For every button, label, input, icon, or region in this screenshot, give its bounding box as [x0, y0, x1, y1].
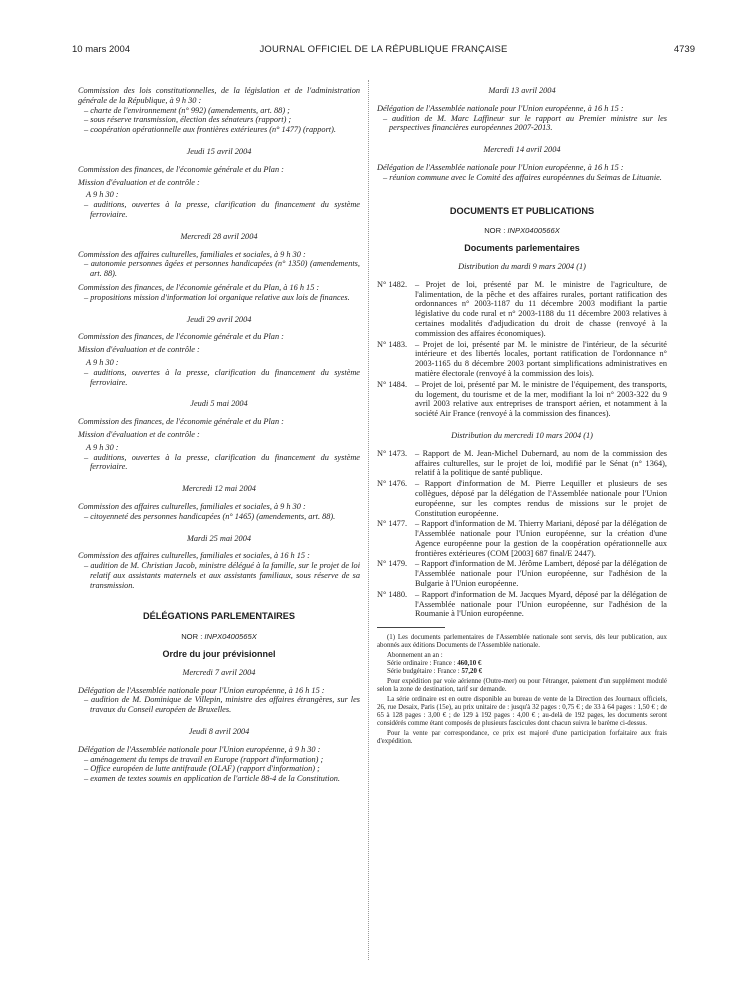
page-number: 4739 [673, 44, 695, 55]
document-entry [377, 479, 667, 518]
section-title-documents: DOCUMENTS ET PUBLICATIONS [449, 205, 595, 216]
agenda-commission: Commission des affaires culturelles, familiales et sociales, à 9 h 30 : [78, 501, 306, 511]
price-label: Série budgétaire : France : [387, 668, 462, 676]
agenda-date: Jeudi 29 avril 2004 [186, 314, 252, 324]
agenda-date: Mardi 25 mai 2004 [187, 533, 251, 543]
document-entry [377, 340, 667, 379]
document-text: – Projet de loi, présenté par M. le ministre de l'équipement, des transports, du logement, du tourisme et de la mer, modifiant la loi n° 2003-322 du 9 avril 2003 relative aux entreprises de transport aérien, et notamment à la société Air France (renvoyé à la commission des finances). [415, 379, 667, 419]
agenda-item: – propositions mission d'information loi organique relative aux lois de finances. [84, 292, 350, 302]
agenda-date: Mercredi 14 avril 2004 [483, 145, 561, 155]
document-text: – Rapport d'information de M. Thierry Mariani, déposé par la délégation de l'Assemblée nationale pour l'Union européenne, sur la création d'une Agence européenne pour la gestion de la coopération opérationnelle aux frontières extérieures (COM [2003] 687 final/E 2447). [415, 519, 667, 558]
agenda-item: – audition de M. Christian Jacob, ministre délégué à la famille, sur le projet de loi relatif aux assistants maternels et aux assistants familiaux, sous réserve de sa transmission. [84, 561, 360, 590]
document-text: – Rapport d'information de M. Pierre Lequiller et plusieurs de ses collègues, déposé par la délégation de l'Assemblée nationale pour l'Union européenne, sur les comptes rendus de missions sur le projet de Constitution européenne. [415, 479, 667, 518]
agenda-commission: Commission des affaires culturelles, familiales et sociales, à 16 h 15 : [78, 551, 310, 561]
agenda-item: – auditions, ouvertes à la presse, clarification du financement du système ferroviaire. [84, 452, 360, 472]
agenda-item: – Office européen de lutte antifraude (OLAF) (rapport d'information) ; [84, 764, 320, 774]
agenda-commission: Délégation de l'Assemblée nationale pour l'Union européenne, à 9 h 30 : [78, 744, 321, 754]
agenda-time: A 9 h 30 : [86, 190, 119, 200]
agenda-date: Mercredi 28 avril 2004 [180, 231, 258, 241]
footnote-text: Pour la vente par correspondance, ce prix est majoré d'une participation forfaitaire aux frais d'expédition. [377, 730, 667, 746]
subsection-title: Documents parlementaires [464, 243, 580, 254]
agenda-time: A 9 h 30 : [86, 442, 119, 452]
agenda-item: – sous réserve transmission, élection des sénateurs (rapport) ; [84, 115, 292, 125]
agenda-date: Mardi 13 avril 2004 [488, 86, 556, 95]
document-text: – Rapport d'information de M. Jacques Myard, déposé par la délégation de l'Assemblée nationale pour l'Union européenne, sur l'adhésion de la Roumanie à l'Union européenne. [415, 589, 667, 619]
agenda-item: – coopération opérationnelle aux frontières extérieures (n° 1477) (rapport). [84, 125, 336, 135]
document-entry [377, 280, 667, 339]
document-number: N° 1473. [377, 448, 408, 458]
document-entry [377, 519, 667, 558]
journal-title: JOURNAL OFFICIEL DE LA RÉPUBLIQUE FRANÇAISE [259, 44, 508, 55]
subsection-title: Ordre du jour prévisionnel [162, 649, 276, 660]
agenda-commission: Commission des finances, de l'économie générale et du Plan, à 16 h 15 : [78, 282, 320, 292]
document-number: N° 1480. [377, 589, 408, 599]
agenda-date: Mercredi 12 mai 2004 [182, 484, 256, 494]
distribution-date: Distribution du mardi 9 mars 2004 (1) [458, 261, 586, 271]
nor-reference [377, 226, 667, 236]
page-header [72, 44, 695, 58]
agenda-time: A 9 h 30 : [86, 357, 119, 367]
document-number: N° 1482. [377, 279, 408, 289]
agenda-date: Jeudi 5 mai 2004 [190, 399, 248, 409]
agenda-commission: Délégation de l'Assemblée nationale pour l'Union européenne, à 16 h 15 : [377, 162, 624, 172]
price-value: 460,10 € [457, 660, 482, 668]
document-number: N° 1477. [377, 519, 408, 529]
price-label: Série ordinaire : France : [387, 660, 458, 668]
agenda-item: – autonomie personnes âgées et personnes handicapées (n° 1350) (amendements, art. 88). [84, 259, 360, 279]
footnote-text: Pour expédition par voie aérienne (Outre-mer) ou pour l'étranger, paiement d'un supplément modulé selon la zone de destination, tarif sur demande. [377, 678, 667, 694]
price-value: 57,20 € [461, 668, 483, 676]
agenda-commission: Commission des finances, de l'économie générale et du Plan : [78, 417, 284, 427]
agenda-item: – réunion commune avec le Comité des affaires européennes du Seimas de Lituanie. [383, 172, 662, 182]
agenda-commission: Commission des affaires culturelles, familiales et sociales, à 9 h 30 : [78, 249, 306, 259]
nor-code: INPX0400565X [204, 632, 257, 642]
agenda-commission: Délégation de l'Assemblée nationale pour l'Union européenne, à 16 h 15 : [377, 103, 624, 113]
agenda-item: – aménagement du temps de travail en Europe (rapport d'information) ; [84, 754, 324, 764]
nor-code: INPX0400566X [507, 226, 560, 236]
agenda-commission: Délégation de l'Assemblée nationale pour l'Union européenne, à 16 h 15 : [78, 685, 325, 695]
agenda-date: Mercredi 7 avril 2004 [182, 667, 256, 677]
footnote-text: Abonnement an an : [387, 652, 443, 660]
footnote-price [377, 660, 667, 668]
document-text: – Rapport de M. Jean-Michel Dubernard, au nom de la commission des affaires culturelles, sur le projet de loi, modifié par le Sénat (n° 1364), relatif à la politique de santé publique. [415, 448, 667, 478]
agenda-date: Jeudi 8 avril 2004 [188, 727, 250, 737]
agenda-mission: Mission d'évaluation et de contrôle : [78, 345, 200, 355]
document-entry [377, 590, 667, 619]
document-text: – Rapport d'information de M. Jérôme Lambert, déposé par la délégation de l'Assemblée nationale pour l'Union européenne, sur l'adhésion de la Bulgarie à l'Union européenne. [415, 559, 667, 589]
agenda-item: – auditions, ouvertes à la presse, clarification du financement du système ferroviaire. [84, 367, 360, 387]
agenda-item: – charte de l'environnement (n° 992) (amendements, art. 88) ; [84, 105, 290, 115]
footnote-text: (1) Les documents parlementaires de l'Assemblée nationale sont servis, dès leur publication, aux abonnés aux éditions Documents de l'Assemblée nationale. [377, 634, 667, 650]
section-title-delegations: DÉLÉGATIONS PARLEMENTAIRES [142, 611, 296, 622]
agenda-item: – auditions, ouvertes à la presse, clarification du financement du système ferroviaire. [84, 200, 360, 219]
document-number: N° 1483. [377, 339, 408, 349]
nor-label: NOR : [181, 632, 205, 642]
left-column [78, 86, 360, 784]
distribution-list [377, 449, 667, 620]
agenda-date: Jeudi 15 avril 2004 [186, 146, 252, 156]
agenda-item: – audition de M. Dominique de Villepin, ministre des affaires étrangères, sur les travaux du Conseil européen de Bruxelles. [84, 695, 360, 715]
agenda-item: – citoyenneté des personnes handicapées (n° 1465) (amendements, art. 88). [84, 511, 336, 521]
document-number: N° 1479. [377, 559, 408, 569]
footnote [377, 634, 667, 746]
document-number: N° 1484. [377, 379, 408, 389]
document-entry [377, 559, 667, 588]
agenda-mission: Mission d'évaluation et de contrôle : [78, 177, 200, 187]
distribution-date: Distribution du mercredi 10 mars 2004 (1) [451, 430, 593, 440]
agenda-commission: Commission des finances, de l'économie générale et du Plan : [78, 332, 284, 342]
document-text: – Projet de loi, présenté par M. le ministre de l'agriculture, de l'alimentation, de la pêche et des affaires rurales, portant ratification des ordonnances n° 2003-1187 du 11 décembre 2003 modifiant la partie législative du code rural et n° 2003-1188 du 11 décembre 2003 relatives à certaines modalités d'adjudication du droit de chasse (renvoyé à la commission des affaires économiques). [415, 279, 667, 338]
column-separator [368, 80, 369, 960]
document-entry [377, 449, 667, 478]
footnote-price [377, 668, 667, 676]
agenda-item: – examen de textes soumis en application de l'article 88-4 de la Constitution. [84, 774, 340, 784]
right-column [377, 86, 667, 748]
agenda-commission: Commission des finances, de l'économie générale et du Plan : [78, 164, 284, 174]
agenda-commission: Commission des lois constitutionnelles, de la législation et de l'administration générale de la République, à 9 h 30 : [78, 86, 360, 105]
footnote-text: La série ordinaire est en outre disponible au bureau de vente de la Direction des Journaux officiels, 26, rue Desaix, Paris (15e), au prix unitaire de : jusqu'à 32 pages : 0,75 € ; de 33 à 64 pages : 1,50 € ; de 65 à 128 pages : 3,00 € ; de 129 à 192 pages : 4,00 € ; au-delà de 192 pages, les documents seront considérés comme étant composés de plusieurs fascicules dont chacun suivra le barème ci-dessus. [377, 696, 667, 728]
nor-label: NOR : [484, 226, 508, 236]
nor-reference [78, 632, 360, 642]
agenda-mission: Mission d'évaluation et de contrôle : [78, 429, 200, 439]
document-entry [377, 380, 667, 419]
header-date: 10 mars 2004 [72, 44, 131, 55]
document-number: N° 1476. [377, 479, 408, 489]
agenda-item: – audition de M. Marc Laffineur sur le rapport au Premier ministre sur les perspectives financières européennes 2007-2013. [383, 113, 667, 133]
distribution-list [377, 280, 667, 419]
document-text: – Projet de loi, présenté par M. le ministre de l'intérieur, de la sécurité intérieure et des libertés locales, portant ratification de l'ordonnance n° 2003-1165 du 8 décembre 2003 portant simplifications administratives en matière électorale (renvoyé à la commission des lois). [415, 339, 667, 378]
footnote-rule [377, 627, 445, 628]
